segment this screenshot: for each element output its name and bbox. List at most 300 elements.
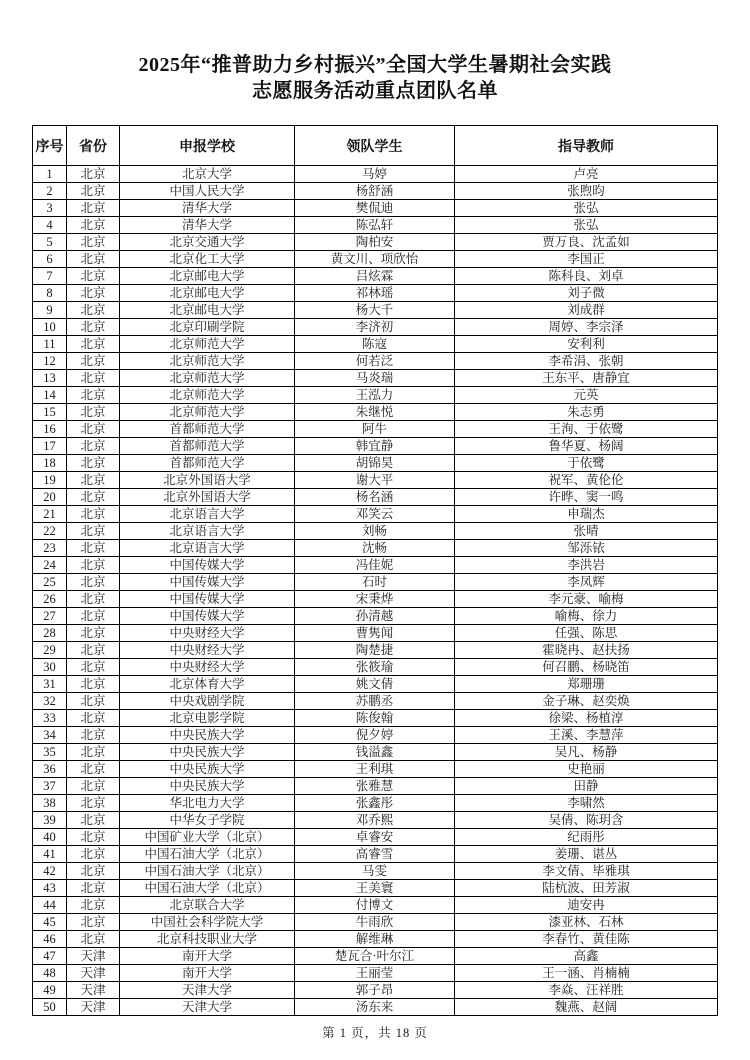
cell-student: 孙清越 — [295, 608, 455, 625]
cell-school: 清华大学 — [120, 200, 295, 217]
cell-school: 中华女子学院 — [120, 812, 295, 829]
cell-student: 刘畅 — [295, 523, 455, 540]
table-row — [33, 370, 718, 387]
cell-student: 解维琳 — [295, 931, 455, 948]
cell-school: 北京师范大学 — [120, 404, 295, 421]
cell-province: 北京 — [67, 268, 120, 285]
table-row — [33, 727, 718, 744]
cell-index: 45 — [33, 914, 67, 931]
cell-student: 马雯 — [295, 863, 455, 880]
column-header-student: 领队学生 — [295, 126, 455, 166]
cell-province: 北京 — [67, 829, 120, 846]
table-row — [33, 710, 718, 727]
cell-student: 张鑫彤 — [295, 795, 455, 812]
cell-teacher: 许晔、窦一鸣 — [455, 489, 718, 506]
cell-student: 杨舒涵 — [295, 183, 455, 200]
cell-index: 18 — [33, 455, 67, 472]
cell-school: 北京语言大学 — [120, 506, 295, 523]
cell-teacher: 陈科良、刘卓 — [455, 268, 718, 285]
cell-student: 朱继悦 — [295, 404, 455, 421]
cell-teacher: 李国正 — [455, 251, 718, 268]
cell-province: 北京 — [67, 608, 120, 625]
cell-index: 2 — [33, 183, 67, 200]
cell-index: 19 — [33, 472, 67, 489]
cell-student: 冯佳妮 — [295, 557, 455, 574]
cell-province: 北京 — [67, 506, 120, 523]
page-title-line2: 志愿服务活动重点团队名单 — [252, 80, 498, 102]
cell-province: 北京 — [67, 302, 120, 319]
cell-index: 46 — [33, 931, 67, 948]
cell-student: 陈俊翰 — [295, 710, 455, 727]
cell-student: 韩宜静 — [295, 438, 455, 455]
cell-index: 7 — [33, 268, 67, 285]
cell-province: 北京 — [67, 404, 120, 421]
cell-school: 中国石油大学（北京） — [120, 863, 295, 880]
column-header-province: 省份 — [67, 126, 120, 166]
table-row — [33, 557, 718, 574]
table-row — [33, 200, 718, 217]
cell-index: 37 — [33, 778, 67, 795]
cell-province: 北京 — [67, 251, 120, 268]
table-row — [33, 438, 718, 455]
table-row — [33, 829, 718, 846]
cell-teacher: 张弘 — [455, 200, 718, 217]
cell-school: 中央民族大学 — [120, 727, 295, 744]
table-row — [33, 778, 718, 795]
cell-province: 北京 — [67, 438, 120, 455]
table-row — [33, 251, 718, 268]
cell-teacher: 元英 — [455, 387, 718, 404]
page-title — [0, 52, 750, 104]
cell-province: 北京 — [67, 880, 120, 897]
table-body — [33, 166, 718, 1016]
cell-school: 首都师范大学 — [120, 438, 295, 455]
table-row — [33, 268, 718, 285]
cell-province: 北京 — [67, 336, 120, 353]
table-row — [33, 319, 718, 336]
cell-student: 王美寰 — [295, 880, 455, 897]
cell-teacher: 李啸然 — [455, 795, 718, 812]
cell-province: 北京 — [67, 676, 120, 693]
teams-table — [32, 125, 718, 1016]
cell-school: 北京语言大学 — [120, 523, 295, 540]
table-row — [33, 387, 718, 404]
cell-teacher: 祝军、黄伦伦 — [455, 472, 718, 489]
cell-student: 付博文 — [295, 897, 455, 914]
table-row — [33, 523, 718, 540]
cell-index: 50 — [33, 999, 67, 1016]
cell-school: 北京外国语大学 — [120, 472, 295, 489]
cell-student: 苏鹏丞 — [295, 693, 455, 710]
table-row — [33, 506, 718, 523]
cell-student: 黄文川、项欣怡 — [295, 251, 455, 268]
cell-school: 北京外国语大学 — [120, 489, 295, 506]
table-header — [33, 126, 718, 166]
page-title-line1: 2025年“推普助力乡村振兴”全国大学生暑期社会实践 — [138, 54, 612, 76]
cell-index: 23 — [33, 540, 67, 557]
cell-province: 北京 — [67, 234, 120, 251]
cell-student: 沈畅 — [295, 540, 455, 557]
cell-province: 天津 — [67, 948, 120, 965]
cell-index: 44 — [33, 897, 67, 914]
cell-teacher: 金子琳、赵奕焕 — [455, 693, 718, 710]
cell-index: 47 — [33, 948, 67, 965]
page-footer: 第 1 页，共 18 页 — [322, 1026, 428, 1040]
table-row — [33, 744, 718, 761]
cell-province: 北京 — [67, 455, 120, 472]
table-row — [33, 421, 718, 438]
cell-student: 陈寇 — [295, 336, 455, 353]
cell-school: 中国人民大学 — [120, 183, 295, 200]
cell-teacher: 吴凡、杨静 — [455, 744, 718, 761]
cell-index: 24 — [33, 557, 67, 574]
cell-teacher: 贾万良、沈孟如 — [455, 234, 718, 251]
cell-student: 高睿雪 — [295, 846, 455, 863]
cell-student: 祁林瑶 — [295, 285, 455, 302]
cell-teacher: 史艳丽 — [455, 761, 718, 778]
cell-index: 9 — [33, 302, 67, 319]
cell-index: 16 — [33, 421, 67, 438]
cell-teacher: 李元豪、喻梅 — [455, 591, 718, 608]
cell-province: 北京 — [67, 931, 120, 948]
table-row — [33, 999, 718, 1016]
cell-province: 北京 — [67, 200, 120, 217]
cell-student: 姚文倩 — [295, 676, 455, 693]
table-row — [33, 914, 718, 931]
cell-province: 北京 — [67, 625, 120, 642]
table-row — [33, 982, 718, 999]
table-row — [33, 812, 718, 829]
cell-index: 40 — [33, 829, 67, 846]
cell-province: 北京 — [67, 421, 120, 438]
table-row — [33, 472, 718, 489]
table-row — [33, 336, 718, 353]
table-row — [33, 659, 718, 676]
cell-student: 何若泛 — [295, 353, 455, 370]
table-row — [33, 761, 718, 778]
cell-teacher: 周婷、李宗泽 — [455, 319, 718, 336]
cell-index: 14 — [33, 387, 67, 404]
cell-index: 13 — [33, 370, 67, 387]
cell-index: 38 — [33, 795, 67, 812]
cell-school: 北京师范大学 — [120, 387, 295, 404]
cell-student: 倪夕婷 — [295, 727, 455, 744]
cell-student: 李济初 — [295, 319, 455, 336]
cell-school: 华北电力大学 — [120, 795, 295, 812]
cell-index: 41 — [33, 846, 67, 863]
cell-index: 17 — [33, 438, 67, 455]
table-row — [33, 489, 718, 506]
table-row — [33, 608, 718, 625]
cell-teacher: 刘子微 — [455, 285, 718, 302]
cell-school: 中国石油大学（北京） — [120, 846, 295, 863]
cell-student: 卓睿安 — [295, 829, 455, 846]
cell-index: 5 — [33, 234, 67, 251]
cell-school: 北京师范大学 — [120, 353, 295, 370]
cell-index: 36 — [33, 761, 67, 778]
cell-province: 北京 — [67, 914, 120, 931]
cell-teacher: 迪安冉 — [455, 897, 718, 914]
cell-teacher: 张弘 — [455, 217, 718, 234]
table-row — [33, 625, 718, 642]
table-row — [33, 897, 718, 914]
table-row — [33, 540, 718, 557]
table-row — [33, 948, 718, 965]
table-row — [33, 353, 718, 370]
cell-province: 北京 — [67, 761, 120, 778]
table-row — [33, 676, 718, 693]
cell-school: 首都师范大学 — [120, 455, 295, 472]
cell-school: 北京电影学院 — [120, 710, 295, 727]
cell-province: 北京 — [67, 523, 120, 540]
cell-student: 牛雨欣 — [295, 914, 455, 931]
cell-province: 北京 — [67, 659, 120, 676]
cell-index: 12 — [33, 353, 67, 370]
cell-teacher: 陆杭波、田芳淑 — [455, 880, 718, 897]
cell-province: 北京 — [67, 642, 120, 659]
cell-school: 中央戏剧学院 — [120, 693, 295, 710]
cell-province: 北京 — [67, 285, 120, 302]
cell-teacher: 李焱、汪祥胜 — [455, 982, 718, 999]
cell-province: 北京 — [67, 353, 120, 370]
cell-school: 中央财经大学 — [120, 642, 295, 659]
cell-index: 32 — [33, 693, 67, 710]
table-row — [33, 846, 718, 863]
cell-teacher: 朱志勇 — [455, 404, 718, 421]
cell-province: 北京 — [67, 727, 120, 744]
cell-school: 中国传媒大学 — [120, 591, 295, 608]
cell-index: 42 — [33, 863, 67, 880]
cell-teacher: 于依鹭 — [455, 455, 718, 472]
cell-student: 宋秉烨 — [295, 591, 455, 608]
cell-province: 北京 — [67, 540, 120, 557]
cell-school: 天津大学 — [120, 999, 295, 1016]
cell-school: 中央民族大学 — [120, 744, 295, 761]
cell-province: 北京 — [67, 370, 120, 387]
cell-teacher: 漆亚林、石林 — [455, 914, 718, 931]
cell-teacher: 王溪、李慧萍 — [455, 727, 718, 744]
cell-teacher: 申瑞杰 — [455, 506, 718, 523]
cell-teacher: 霍晓冉、赵扶扬 — [455, 642, 718, 659]
cell-school: 中央财经大学 — [120, 659, 295, 676]
cell-index: 26 — [33, 591, 67, 608]
cell-student: 马婷 — [295, 166, 455, 183]
cell-student: 陶柏安 — [295, 234, 455, 251]
cell-school: 中国传媒大学 — [120, 557, 295, 574]
cell-index: 1 — [33, 166, 67, 183]
cell-student: 陈弘轩 — [295, 217, 455, 234]
header-row — [33, 126, 718, 166]
cell-index: 39 — [33, 812, 67, 829]
table-row — [33, 642, 718, 659]
cell-school: 北京师范大学 — [120, 336, 295, 353]
cell-teacher: 卢亮 — [455, 166, 718, 183]
cell-index: 20 — [33, 489, 67, 506]
cell-student: 郭子昂 — [295, 982, 455, 999]
cell-school: 中央民族大学 — [120, 778, 295, 795]
cell-school: 天津大学 — [120, 982, 295, 999]
cell-teacher: 田静 — [455, 778, 718, 795]
cell-index: 31 — [33, 676, 67, 693]
cell-province: 北京 — [67, 387, 120, 404]
cell-province: 北京 — [67, 744, 120, 761]
cell-teacher: 李洪岩 — [455, 557, 718, 574]
cell-index: 10 — [33, 319, 67, 336]
cell-teacher: 王东平、唐静宜 — [455, 370, 718, 387]
cell-student: 张雅慧 — [295, 778, 455, 795]
cell-school: 南开大学 — [120, 965, 295, 982]
cell-teacher: 姜珊、谌丛 — [455, 846, 718, 863]
cell-school: 北京语言大学 — [120, 540, 295, 557]
cell-student: 杨名涵 — [295, 489, 455, 506]
table-row — [33, 693, 718, 710]
cell-school: 北京科技职业大学 — [120, 931, 295, 948]
table-row — [33, 404, 718, 421]
cell-school: 北京邮电大学 — [120, 302, 295, 319]
cell-index: 29 — [33, 642, 67, 659]
cell-teacher: 李春竹、黄佳陈 — [455, 931, 718, 948]
cell-teacher: 徐梁、杨植淳 — [455, 710, 718, 727]
cell-student: 王丽莹 — [295, 965, 455, 982]
cell-province: 北京 — [67, 812, 120, 829]
cell-index: 15 — [33, 404, 67, 421]
cell-school: 首都师范大学 — [120, 421, 295, 438]
column-header-index: 序号 — [33, 126, 67, 166]
cell-province: 北京 — [67, 591, 120, 608]
cell-province: 北京 — [67, 557, 120, 574]
cell-school: 北京联合大学 — [120, 897, 295, 914]
cell-school: 北京邮电大学 — [120, 268, 295, 285]
cell-school: 中国矿业大学（北京） — [120, 829, 295, 846]
cell-index: 25 — [33, 574, 67, 591]
cell-student: 陶楚捷 — [295, 642, 455, 659]
cell-student: 杨大千 — [295, 302, 455, 319]
cell-teacher: 王洵、于依鹭 — [455, 421, 718, 438]
cell-student: 谢大平 — [295, 472, 455, 489]
table-row — [33, 591, 718, 608]
column-header-school: 申报学校 — [120, 126, 295, 166]
cell-school: 中国石油大学（北京） — [120, 880, 295, 897]
cell-school: 清华大学 — [120, 217, 295, 234]
cell-index: 28 — [33, 625, 67, 642]
cell-school: 北京邮电大学 — [120, 285, 295, 302]
cell-teacher: 喻梅、徐力 — [455, 608, 718, 625]
table-row — [33, 880, 718, 897]
cell-province: 北京 — [67, 846, 120, 863]
cell-province: 北京 — [67, 489, 120, 506]
table-row — [33, 166, 718, 183]
table-row — [33, 965, 718, 982]
cell-teacher: 邹泺铱 — [455, 540, 718, 557]
cell-school: 中央财经大学 — [120, 625, 295, 642]
cell-index: 6 — [33, 251, 67, 268]
cell-province: 北京 — [67, 319, 120, 336]
cell-teacher: 李文倩、毕雅琪 — [455, 863, 718, 880]
cell-index: 49 — [33, 982, 67, 999]
cell-province: 北京 — [67, 574, 120, 591]
cell-teacher: 何召鹏、杨晓笛 — [455, 659, 718, 676]
cell-teacher: 纪雨彤 — [455, 829, 718, 846]
cell-province: 北京 — [67, 693, 120, 710]
cell-province: 天津 — [67, 965, 120, 982]
cell-province: 北京 — [67, 166, 120, 183]
cell-school: 北京印刷学院 — [120, 319, 295, 336]
cell-school: 中国社会科学院大学 — [120, 914, 295, 931]
table-row — [33, 234, 718, 251]
cell-school: 北京化工大学 — [120, 251, 295, 268]
cell-school: 中国传媒大学 — [120, 608, 295, 625]
cell-student: 石时 — [295, 574, 455, 591]
cell-teacher: 高鑫 — [455, 948, 718, 965]
cell-student: 樊侃迪 — [295, 200, 455, 217]
table-row — [33, 863, 718, 880]
cell-teacher: 李凤辉 — [455, 574, 718, 591]
cell-province: 北京 — [67, 863, 120, 880]
cell-index: 35 — [33, 744, 67, 761]
cell-province: 北京 — [67, 710, 120, 727]
cell-index: 4 — [33, 217, 67, 234]
cell-student: 曹隽闻 — [295, 625, 455, 642]
cell-school: 北京交通大学 — [120, 234, 295, 251]
cell-index: 34 — [33, 727, 67, 744]
cell-student: 汤东来 — [295, 999, 455, 1016]
cell-school: 北京师范大学 — [120, 370, 295, 387]
cell-index: 30 — [33, 659, 67, 676]
cell-student: 张筱瑜 — [295, 659, 455, 676]
cell-province: 北京 — [67, 472, 120, 489]
cell-school: 南开大学 — [120, 948, 295, 965]
table-row — [33, 795, 718, 812]
cell-province: 北京 — [67, 217, 120, 234]
cell-teacher: 魏燕、赵阔 — [455, 999, 718, 1016]
cell-teacher: 张晴 — [455, 523, 718, 540]
cell-student: 王泓力 — [295, 387, 455, 404]
table-row — [33, 285, 718, 302]
cell-teacher: 任强、陈思 — [455, 625, 718, 642]
cell-student: 马炎瑞 — [295, 370, 455, 387]
cell-student: 邓笑云 — [295, 506, 455, 523]
cell-index: 27 — [33, 608, 67, 625]
cell-teacher: 吴倩、陈玥含 — [455, 812, 718, 829]
cell-province: 天津 — [67, 999, 120, 1016]
cell-index: 22 — [33, 523, 67, 540]
cell-province: 天津 — [67, 982, 120, 999]
cell-student: 胡锦昊 — [295, 455, 455, 472]
cell-index: 43 — [33, 880, 67, 897]
cell-index: 8 — [33, 285, 67, 302]
cell-teacher: 张煦昀 — [455, 183, 718, 200]
cell-teacher: 王一涵、肖楠楠 — [455, 965, 718, 982]
cell-teacher: 安利利 — [455, 336, 718, 353]
cell-student: 楚瓦合·叶尔江 — [295, 948, 455, 965]
cell-teacher: 郑珊珊 — [455, 676, 718, 693]
cell-school: 北京体育大学 — [120, 676, 295, 693]
column-header-teacher: 指导教师 — [455, 126, 718, 166]
cell-student: 吕炫霖 — [295, 268, 455, 285]
cell-province: 北京 — [67, 897, 120, 914]
cell-school: 北京大学 — [120, 166, 295, 183]
cell-teacher: 刘成群 — [455, 302, 718, 319]
cell-index: 33 — [33, 710, 67, 727]
cell-province: 北京 — [67, 795, 120, 812]
table-row — [33, 183, 718, 200]
table-row — [33, 455, 718, 472]
cell-student: 阿牛 — [295, 421, 455, 438]
table-row — [33, 574, 718, 591]
table-row — [33, 217, 718, 234]
table-row — [33, 931, 718, 948]
cell-school: 中国传媒大学 — [120, 574, 295, 591]
